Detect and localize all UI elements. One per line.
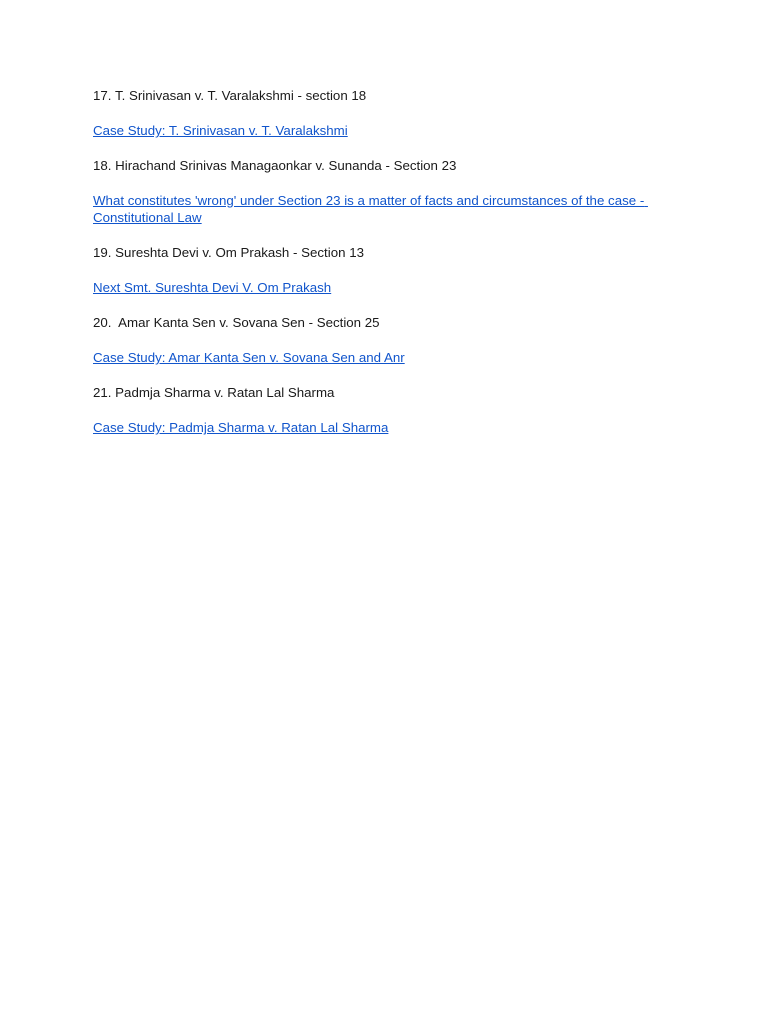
case-heading-21: 21. Padmja Sharma v. Ratan Lal Sharma: [93, 385, 335, 400]
case-link-19[interactable]: Next Smt. Sureshta Devi V. Om Prakash: [93, 280, 332, 295]
case-link-paragraph-17: [93, 122, 683, 139]
case-link-paragraph-21: [93, 419, 683, 436]
case-link-paragraph-19: [93, 279, 683, 296]
case-link-18[interactable]: What constitutes 'wrong' under Section 23 is a matter of facts and circumstances of the case - Constitutional Law: [93, 193, 648, 225]
case-link-paragraph-20: [93, 349, 683, 366]
case-heading-19: 19. Sureshta Devi v. Om Prakash - Section 13: [93, 245, 364, 260]
case-link-17[interactable]: Case Study: T. Srinivasan v. T. Varalakshmi: [93, 123, 348, 138]
case-link-20[interactable]: Case Study: Amar Kanta Sen v. Sovana Sen and Anr: [93, 350, 405, 365]
case-heading-20: 20. Amar Kanta Sen v. Sovana Sen - Section 25: [93, 315, 380, 330]
case-heading-18: 18. Hirachand Srinivas Managaonkar v. Sunanda - Section 23: [93, 158, 457, 173]
case-link-paragraph-18: [93, 192, 683, 226]
case-heading-17: 17. T. Srinivasan v. T. Varalakshmi - section 18: [93, 88, 367, 103]
document-page: [93, 87, 683, 454]
case-link-21[interactable]: Case Study: Padmja Sharma v. Ratan Lal Sharma: [93, 420, 389, 435]
